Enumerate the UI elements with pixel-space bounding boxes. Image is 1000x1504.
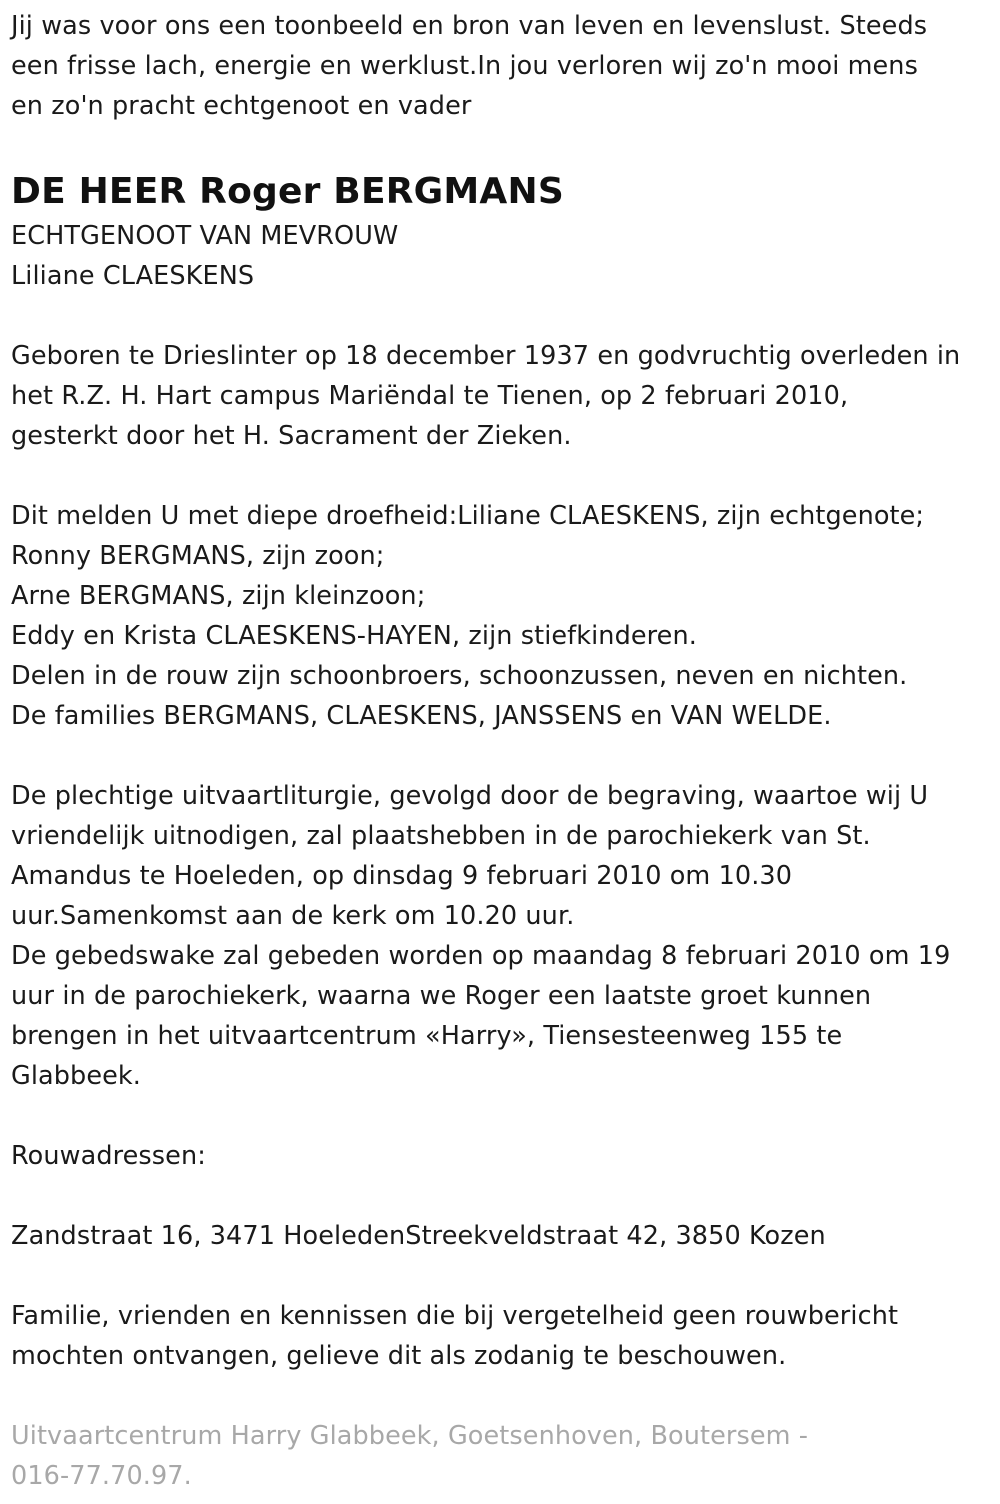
addresses: Zandstraat 16, 3471 HoeledenStreekveldstraat 42, 3850 Kozen: [11, 1221, 826, 1251]
announcement-line: De families BERGMANS, CLAESKENS, JANSSENS en VAN WELDE.: [11, 701, 832, 731]
announcement-line: Dit melden U met diepe droefheid:Liliane CLAESKENS, zijn echtgenote;: [11, 501, 925, 531]
announcement-line: Ronny BERGMANS, zijn zoon;: [11, 541, 385, 571]
intro-text: [11, 6, 989, 126]
funeral-line: vriendelijk uitnodigen, zal plaatshebben in de parochiekerk van St.: [11, 821, 871, 851]
spacer: [11, 456, 989, 496]
spacer: [11, 1256, 989, 1296]
spouse-name: Liliane CLAESKENS: [11, 261, 255, 291]
funeral-line: Amandus te Hoeleden, op dinsdag 9 februari 2010 om 10.30: [11, 861, 793, 891]
spacer: [11, 1176, 989, 1216]
funeral-line: brengen in het uitvaartcentrum «Harry», Tiensesteenweg 155 te: [11, 1021, 843, 1051]
funeral-text: [11, 776, 989, 1096]
announcement-line: Delen in de rouw zijn schoonbroers, schoonzussen, neven en nichten.: [11, 661, 908, 691]
birth-death-line: Geboren te Drieslinter op 18 december 1937 en godvruchtig overleden in: [11, 341, 961, 371]
funeral-line: uur in de parochiekerk, waarna we Roger een laatste groet kunnen: [11, 981, 872, 1011]
spouse-block: [11, 216, 989, 296]
funeral-line: uur.Samenkomst aan de kerk om 10.20 uur.: [11, 901, 575, 931]
closing-line: Familie, vrienden en kennissen die bij vergetelheid geen rouwbericht: [11, 1301, 899, 1331]
intro-line: en zo'n pracht echtgenoot en vader: [11, 91, 472, 121]
intro-line: Jij was voor ons een toonbeeld en bron van leven en levenslust. Steeds: [11, 11, 928, 41]
birth-death-line: het R.Z. H. Hart campus Mariëndal te Tienen, op 2 februari 2010,: [11, 381, 849, 411]
funeral-home-footer: [11, 1416, 989, 1496]
spacer: [11, 126, 989, 166]
closing-line: mochten ontvangen, gelieve dit als zodanig te beschouwen.: [11, 1341, 787, 1371]
footer-line: Uitvaartcentrum Harry Glabbeek, Goetsenhoven, Boutersem -: [11, 1421, 809, 1451]
birth-death-text: [11, 336, 989, 456]
spacer: [11, 736, 989, 776]
spacer: [11, 1376, 989, 1416]
announcement-line: Eddy en Krista CLAESKENS-HAYEN, zijn stiefkinderen.: [11, 621, 697, 651]
birth-death-line: gesterkt door het H. Sacrament der Zieken.: [11, 421, 572, 451]
funeral-line: De gebedswake zal gebeden worden op maandag 8 februari 2010 om 19: [11, 941, 951, 971]
addresses-label: Rouwadressen:: [11, 1141, 206, 1171]
footer-line: 016-77.70.97.: [11, 1461, 192, 1491]
spacer: [11, 296, 989, 336]
spacer: [11, 1096, 989, 1136]
announcement-line: Arne BERGMANS, zijn kleinzoon;: [11, 581, 426, 611]
spouse-title: ECHTGENOOT VAN MEVROUW: [11, 221, 399, 251]
funeral-line: De plechtige uitvaartliturgie, gevolgd door de begraving, waartoe wij U: [11, 781, 929, 811]
announcement-text: [11, 496, 989, 736]
intro-line: een frisse lach, energie en werklust.In jou verloren wij zo'n mooi mens: [11, 51, 918, 81]
funeral-line: Glabbeek.: [11, 1061, 141, 1091]
deceased-name: DE HEER Roger BERGMANS: [11, 171, 564, 212]
closing-text: [11, 1296, 989, 1376]
